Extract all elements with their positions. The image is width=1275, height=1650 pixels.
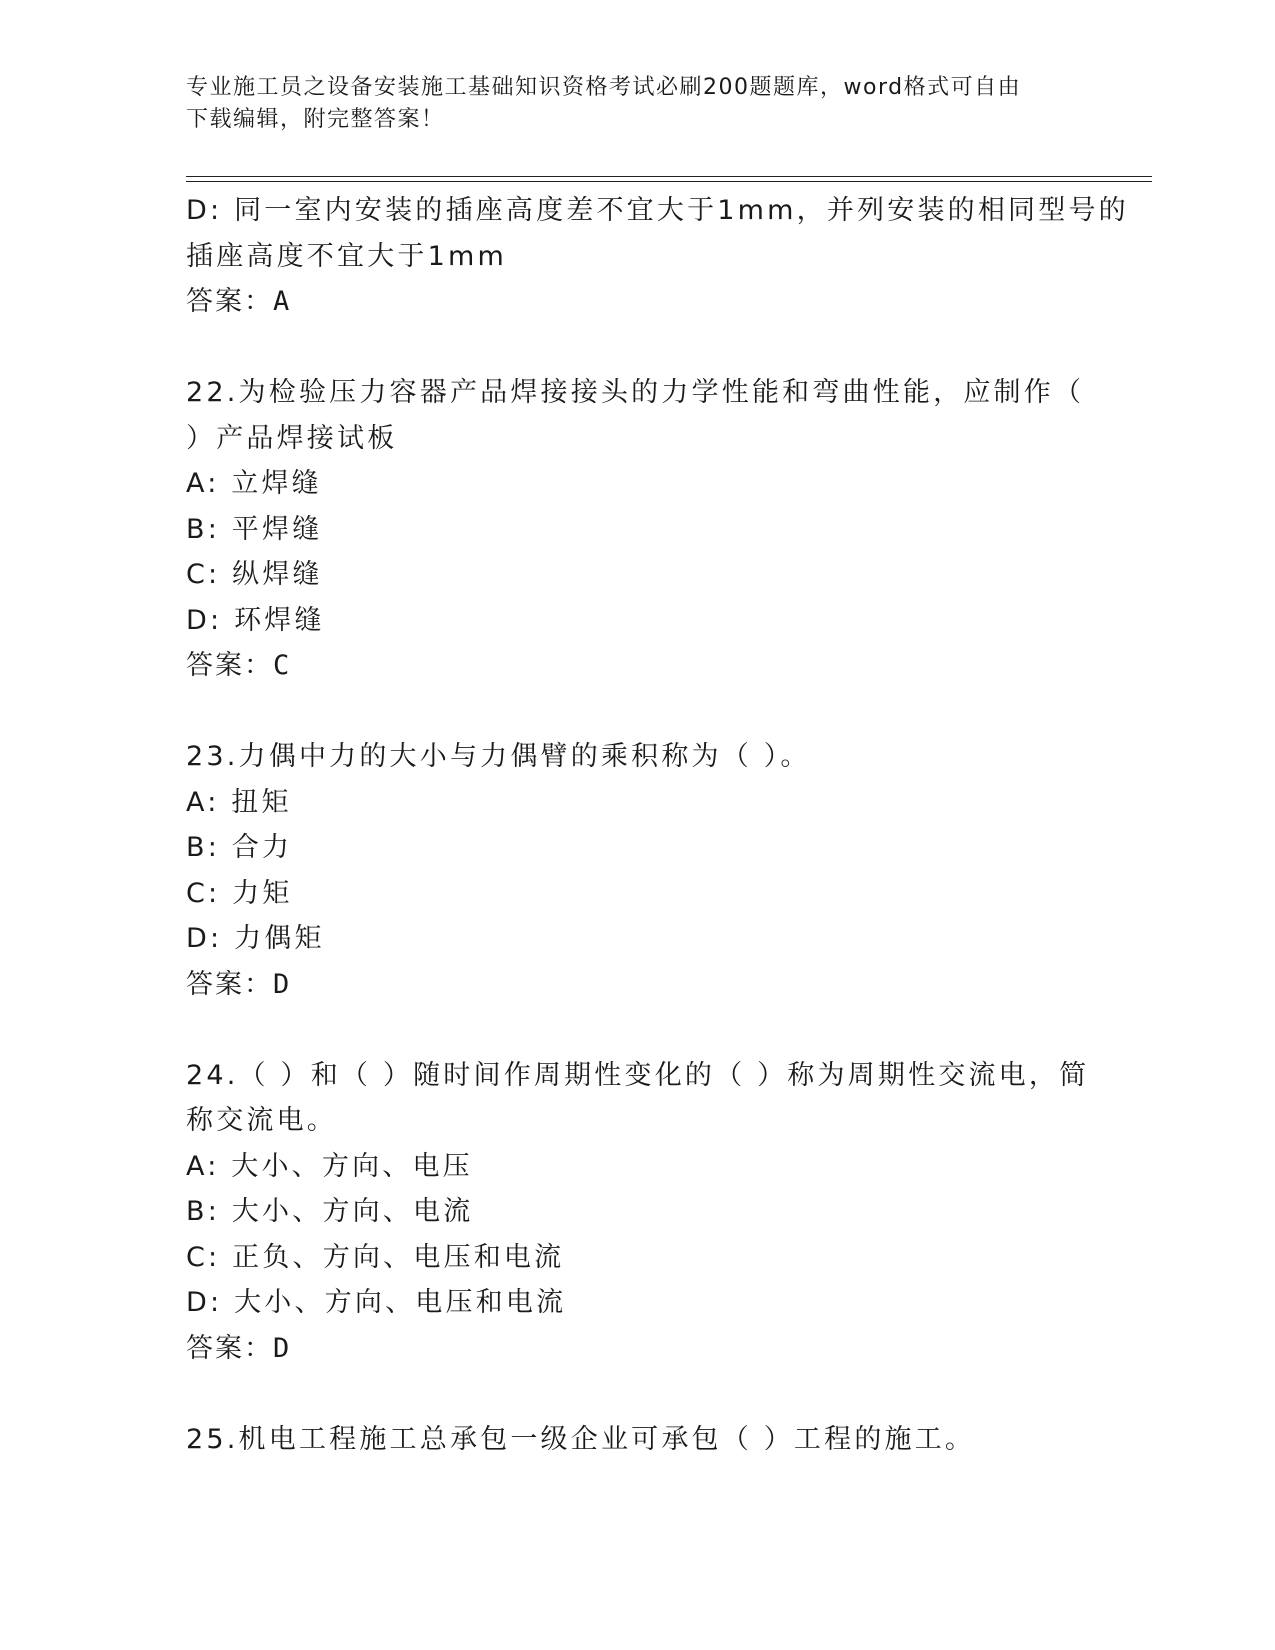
spacer [186, 1007, 1086, 1053]
option-a: A: 大小、方向、电压 [186, 1150, 473, 1182]
option-b: B: 平焊缝 [186, 513, 323, 545]
question-24 [186, 1053, 1090, 1372]
answer-line: 答案：A [186, 286, 292, 317]
header-divider-bottom [186, 181, 1152, 182]
option-d-continued: 插座高度不宜大于1mm [186, 240, 507, 272]
question-22 [186, 370, 1086, 689]
option-d: D: 同一室内安装的插座高度差不宜大于1mm，并列安装的相同型号的 [186, 195, 1129, 226]
question-21-tail [186, 188, 1129, 325]
spacer [186, 325, 1086, 371]
option-b: B: 合力 [186, 832, 293, 863]
option-c: C: 纵焊缝 [186, 559, 323, 590]
question-text: 24.（ ）和（ ）随时间作周期性变化的（ ）称为周期性交流电，简 [186, 1059, 1090, 1091]
option-d: D: 力偶矩 [186, 923, 325, 954]
question-text: 22.为检验压力容器产品焊接接头的力学性能和弯曲性能，应制作（ [186, 377, 1085, 408]
option-d: D: 环焊缝 [186, 604, 325, 636]
option-d: D: 大小、方向、电压和电流 [186, 1287, 567, 1318]
question-25 [186, 1417, 1086, 1463]
document-header [186, 72, 1066, 136]
question-23 [186, 734, 1086, 1007]
option-b: B: 大小、方向、电流 [186, 1196, 474, 1227]
question-text-continued: 称交流电。 [186, 1105, 337, 1136]
header-line-1: 专业施工员之设备安装施工基础知识资格考试必刷200题题库，word格式可自由 [186, 75, 1022, 100]
header-divider-top [186, 176, 1152, 177]
option-c: C: 正负、方向、电压和电流 [186, 1241, 565, 1273]
answer-line: 答案：D [186, 968, 292, 1000]
answer-line: 答案：C [186, 650, 292, 681]
question-text: 23.力偶中力的大小与力偶臂的乘积称为（ ）。 [186, 741, 811, 772]
option-a: A: 扭矩 [186, 786, 292, 818]
question-content [186, 188, 1129, 1462]
question-text: 25.机电工程施工总承包一级企业可承包（ ）工程的施工。 [186, 1423, 976, 1455]
answer-line: 答案：D [186, 1332, 292, 1364]
header-line-2: 下载编辑，附完整答案！ [186, 107, 445, 132]
spacer [186, 689, 1086, 735]
option-c: C: 力矩 [186, 877, 293, 909]
spacer [186, 1371, 1086, 1417]
question-text-continued: ）产品焊接试板 [186, 422, 398, 454]
option-a: A: 立焊缝 [186, 468, 322, 499]
